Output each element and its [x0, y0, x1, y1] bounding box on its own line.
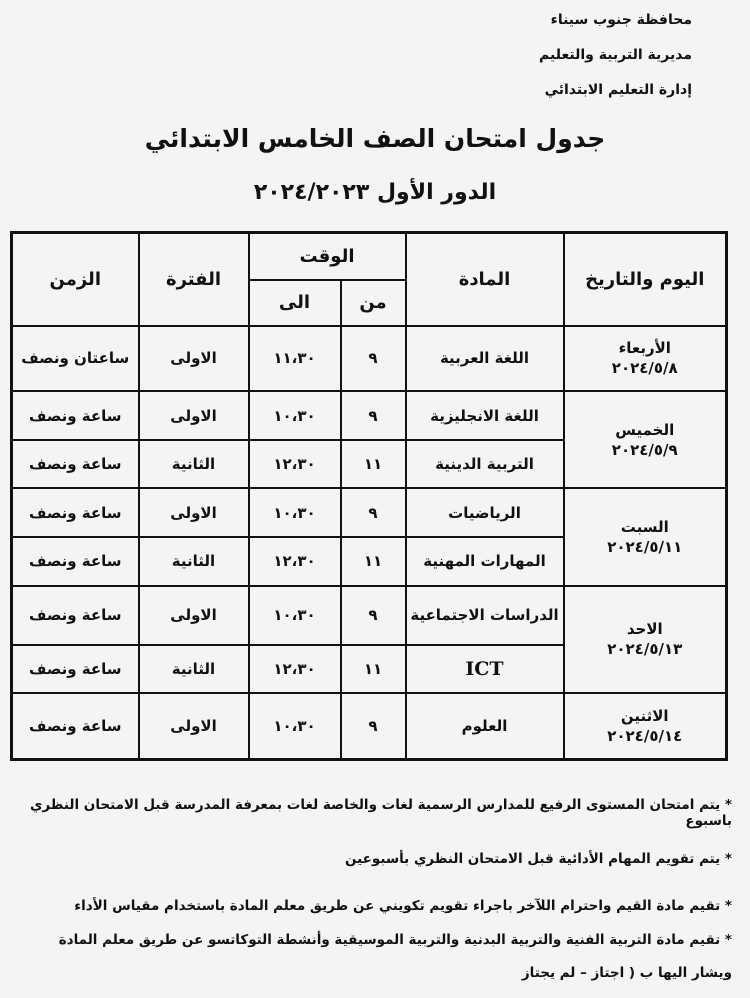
time-to-cell: ١٠،٣٠: [249, 586, 341, 645]
day-cell: [564, 488, 727, 585]
header-directorate: مديرية التربية والتعليم: [539, 47, 692, 63]
period-cell: الاولى: [139, 488, 249, 537]
subject-cell: العلوم: [406, 693, 564, 760]
time-to-cell: ١٢،٣٠: [249, 645, 341, 693]
note-item: * تقيم مادة التربية الفنية والتربية البدنية والتربية الموسيقية وأنشطة التوكاتسو عن طريق معلم المادة: [58, 932, 732, 948]
table-row: [12, 326, 727, 391]
table-row: [12, 693, 727, 760]
day-name: الخميس: [615, 420, 675, 439]
note-item: ويشار اليها ب ( اجتاز – لم يجتاز: [521, 965, 732, 981]
time-from-cell: ٩: [341, 326, 406, 391]
table-row: [12, 586, 727, 645]
day-name: الاحد: [626, 620, 663, 639]
day-cell: [564, 693, 727, 760]
time-from-cell: ١١: [341, 645, 406, 693]
subject-cell: ICT: [406, 645, 564, 693]
subject-cell: الدراسات الاجتماعية: [406, 586, 564, 645]
day-cell: [564, 391, 727, 488]
header-day-date: اليوم والتاريخ: [564, 233, 727, 326]
subject-cell: اللغة العربية: [406, 326, 564, 391]
header-administration: إدارة التعليم الابتدائي: [544, 82, 692, 98]
note-item: * يتم تقويم المهام الأدائية قبل الامتحان النظري بأسبوعين: [344, 851, 732, 867]
duration-cell: ساعة ونصف: [12, 440, 139, 488]
time-to-cell: ١٢،٣٠: [249, 537, 341, 585]
subject-cell: المهارات المهنية: [406, 537, 564, 585]
time-from-cell: ٩: [341, 488, 406, 537]
time-to-cell: ١٠،٣٠: [249, 693, 341, 760]
day-name: السبت: [620, 517, 669, 536]
table-header-row: [12, 233, 727, 280]
duration-cell: ساعة ونصف: [12, 586, 139, 645]
period-cell: الاولى: [139, 693, 249, 760]
day-date: ٢٠٢٤/٥/٩: [611, 440, 678, 459]
duration-cell: ساعتان ونصف: [12, 326, 139, 391]
subject-cell: التربية الدينية: [406, 440, 564, 488]
duration-cell: ساعة ونصف: [12, 488, 139, 537]
day-date: ٢٠٢٤/٥/١١: [607, 537, 683, 556]
duration-cell: ساعة ونصف: [12, 645, 139, 693]
day-cell: [564, 326, 727, 391]
duration-cell: ساعة ونصف: [12, 537, 139, 585]
time-from-cell: ٩: [341, 693, 406, 760]
day-date: ٢٠٢٤/٥/١٣: [607, 640, 683, 659]
header-time-from: من: [341, 280, 406, 326]
header-governorate: محافظة جنوب سيناء: [550, 12, 692, 28]
period-cell: الثانية: [139, 645, 249, 693]
period-cell: الاولى: [139, 326, 249, 391]
header-subject: المادة: [406, 233, 564, 326]
header-period: الفترة: [139, 233, 249, 326]
time-to-cell: ١٢،٣٠: [249, 440, 341, 488]
period-cell: الثانية: [139, 537, 249, 585]
day-cell: [564, 586, 727, 693]
period-cell: الاولى: [139, 391, 249, 440]
time-from-cell: ٩: [341, 586, 406, 645]
note-item: * تقيم مادة القيم واحترام اللآخر باجراء تقويم تكويني عن طريق معلم المادة باستخدام مقياس الأداء: [74, 898, 732, 914]
header-time-to: الى: [249, 280, 341, 326]
subject-cell: الرياضيات: [406, 488, 564, 537]
duration-cell: ساعة ونصف: [12, 391, 139, 440]
subject-cell: اللغة الانجليزية: [406, 391, 564, 440]
day-name: الاثنين: [620, 706, 669, 725]
duration-cell: ساعة ونصف: [12, 693, 139, 760]
time-from-cell: ٩: [341, 391, 406, 440]
page-title: جدول امتحان الصف الخامس الابتدائي: [144, 124, 606, 153]
time-from-cell: ١١: [341, 537, 406, 585]
table-row: [12, 391, 727, 440]
header-duration: الزمن: [12, 233, 139, 326]
time-from-cell: ١١: [341, 440, 406, 488]
day-date: ٢٠٢٤/٥/٨: [611, 359, 678, 378]
day-date: ٢٠٢٤/٥/١٤: [607, 726, 683, 745]
time-to-cell: ١٠،٣٠: [249, 488, 341, 537]
period-cell: الثانية: [139, 440, 249, 488]
time-to-cell: ١٠،٣٠: [249, 391, 341, 440]
note-item: * يتم امتحان المستوى الرفيع للمدارس الرسمية لغات والخاصة لغات بمعرفة المدرسة قبل الامتحان النظري باسبوع: [29, 797, 732, 829]
day-name: الأربعاء: [618, 339, 671, 358]
table-row: [12, 488, 727, 537]
exam-schedule-table: [10, 231, 728, 761]
time-to-cell: ١١،٣٠: [249, 326, 341, 391]
header-time: الوقت: [249, 233, 406, 280]
page-subtitle: الدور الأول ٢٠٢٤/٢٠٢٣: [253, 180, 497, 205]
period-cell: الاولى: [139, 586, 249, 645]
